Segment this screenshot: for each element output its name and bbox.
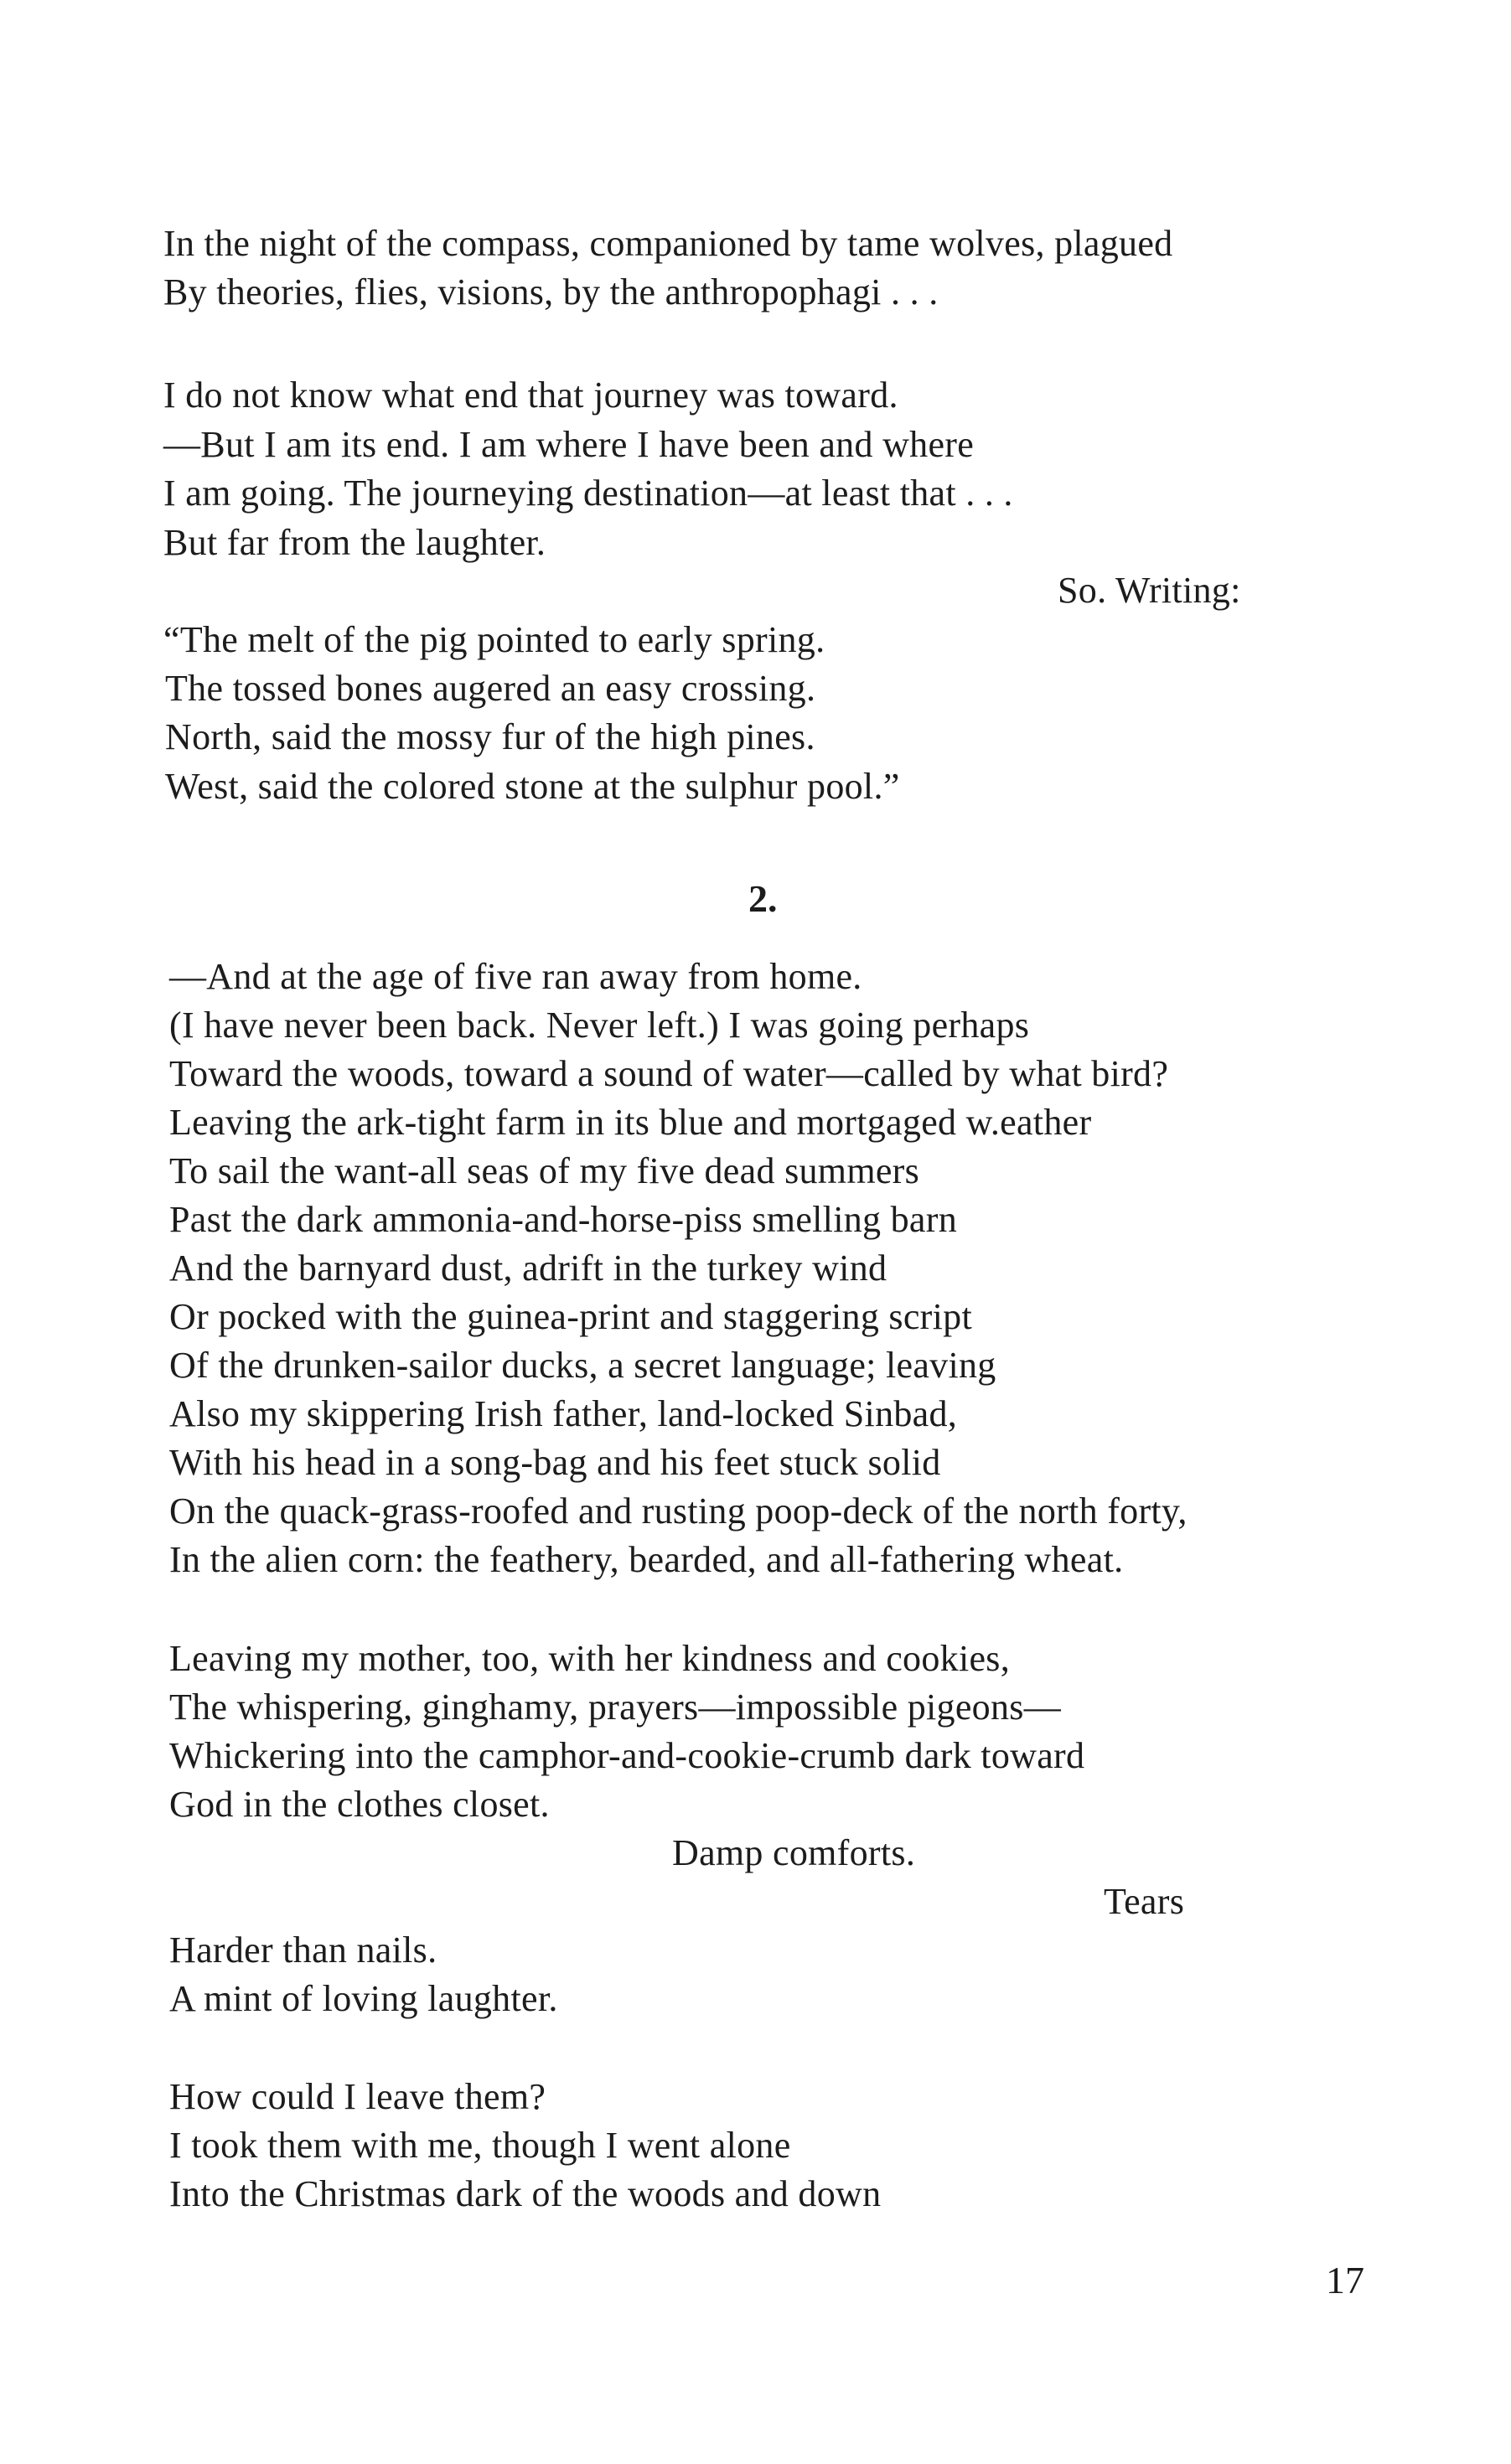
poem-line: A mint of loving laughter. (169, 1978, 558, 2019)
poem-line: I do not know what end that journey was toward. (163, 375, 898, 416)
poem-line: In the night of the compass, companioned by tame wolves, plagued (163, 223, 1173, 264)
poem-line: By theories, flies, visions, by the anthropophagi . . . (163, 271, 939, 313)
poem-line: —And at the age of five ran away from home. (169, 956, 862, 997)
poem-line: The whispering, ginghamy, prayers—impossible pigeons— (169, 1687, 1061, 1728)
poem-line: Toward the woods, toward a sound of water—called by what bird? (169, 1053, 1169, 1094)
poem-line: Harder than nails. (169, 1929, 437, 1971)
poem-line: On the quack-grass-roofed and rusting poop-deck of the north forty, (169, 1490, 1188, 1532)
poem-line: But far from the laughter. (163, 522, 546, 563)
poem-line: Leaving my mother, too, with her kindness and cookies, (169, 1638, 1011, 1679)
poem-line: Into the Christmas dark of the woods and down (169, 2173, 882, 2214)
poem-line: And the barnyard dust, adrift in the turkey wind (169, 1247, 887, 1289)
quote-line: West, said the colored stone at the sulphur pool.” (165, 766, 900, 807)
quote-line: North, said the mossy fur of the high pines. (165, 716, 815, 757)
poem-line-indented: Tears (1104, 1881, 1185, 1922)
quote-line: The tossed bones augered an easy crossing. (165, 668, 816, 709)
poem-line-indented: Damp comforts. (672, 1832, 916, 1873)
poem-line: Leaving the ark-tight farm in its blue and mortgaged w.eather (169, 1102, 1092, 1143)
poem-line: I took them with me, though I went alone (169, 2125, 791, 2166)
poem-line: (I have never been back. Never left.) I was going perhaps (169, 1005, 1030, 1046)
poem-line: God in the clothes closet. (169, 1784, 550, 1825)
poem-line-indented: So. Writing: (1058, 570, 1241, 611)
poem-line: How could I leave them? (169, 2076, 546, 2117)
section-number: 2. (748, 877, 778, 920)
quote-line: “The melt of the pig pointed to early spring. (163, 619, 825, 660)
poem-line: Whickering into the camphor-and-cookie-crumb dark toward (169, 1735, 1085, 1776)
poem-line: Past the dark ammonia-and-horse-piss smelling barn (169, 1199, 958, 1240)
page-number: 17 (1326, 2259, 1364, 2301)
poem-line: To sail the want-all seas of my five dead summers (169, 1150, 920, 1191)
poem-line: With his head in a song-bag and his feet stuck solid (169, 1442, 941, 1483)
poem-line: Also my skippering Irish father, land-locked Sinbad, (169, 1393, 958, 1434)
poem-line: I am going. The journeying destination—at least that . . . (163, 473, 1013, 514)
poem-line: Of the drunken-sailor ducks, a secret language; leaving (169, 1345, 996, 1386)
poem-line: In the alien corn: the feathery, bearded, and all-fathering wheat. (169, 1539, 1124, 1580)
poem-line: Or pocked with the guinea-print and staggering script (169, 1296, 972, 1337)
poem-line: —But I am its end. I am where I have been and where (163, 424, 975, 465)
